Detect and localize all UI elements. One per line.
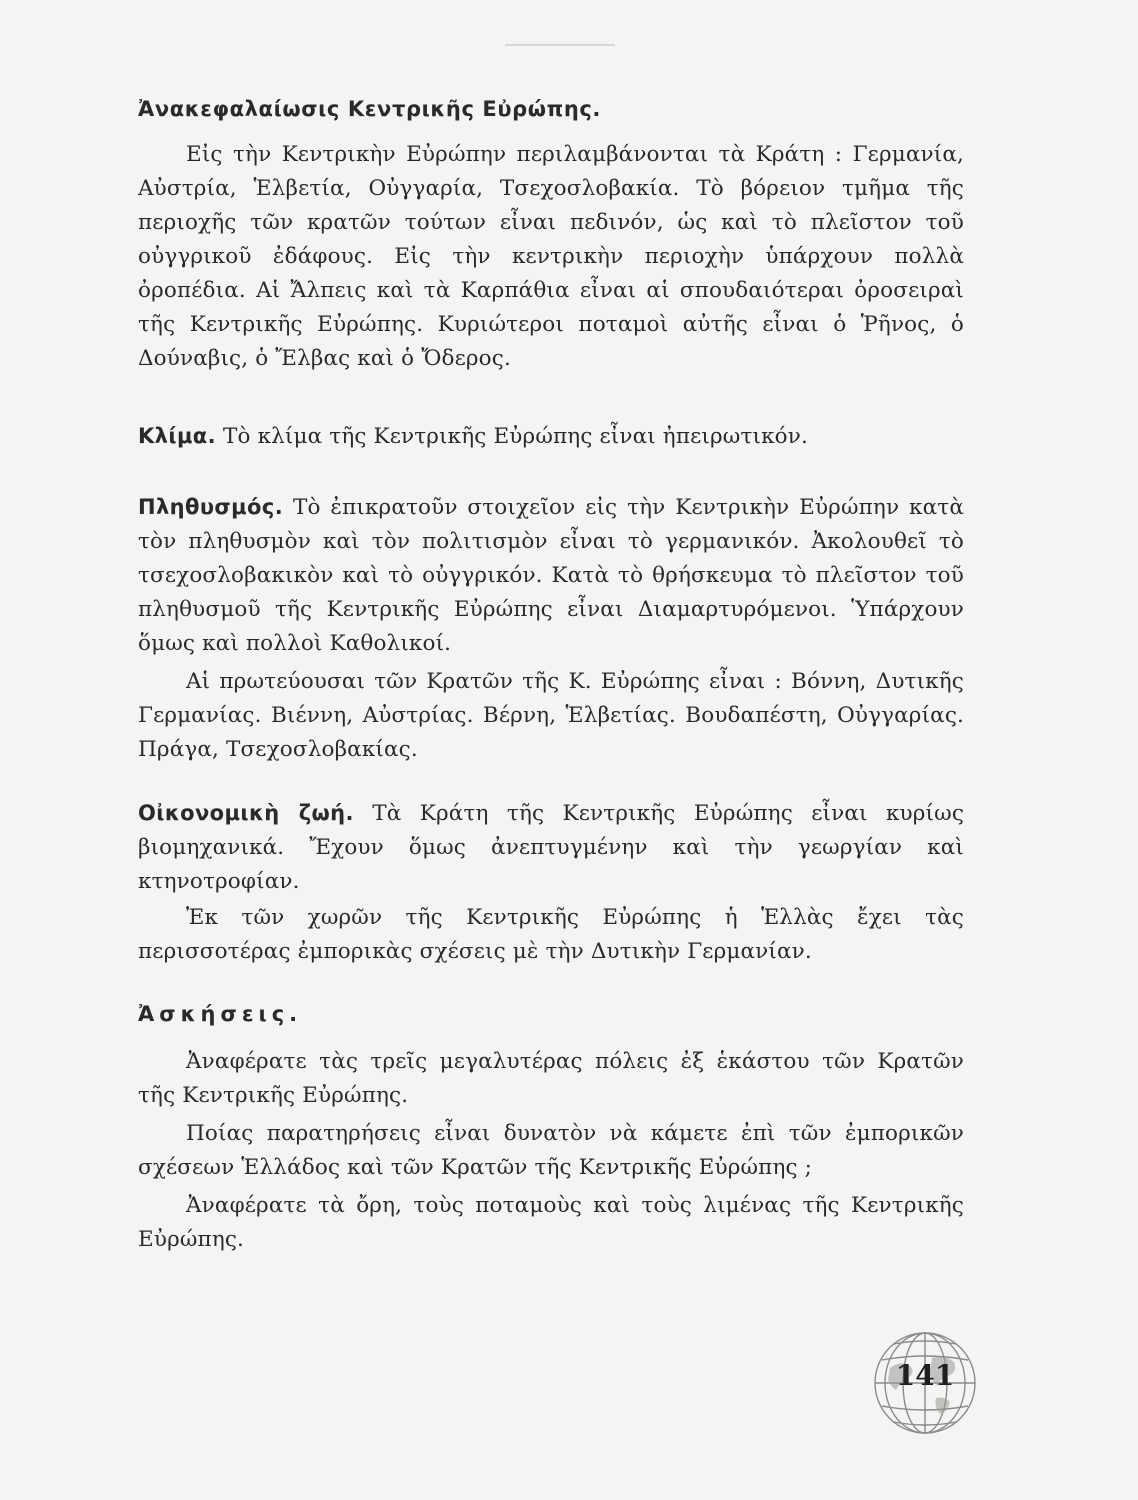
population-text: Τὸ ἐπικρατοῦν στοιχεῖον εἰς τὴν Κεντρικὴν Εὐρώπην κατὰ τὸν πληθυσμὸν καὶ τὸν πολιτισμὸν εἶναι τὸ γερμανικόν. Ἀκολουθεῖ τὸ τσεχοσλοβακικὸν καὶ τὸ οὐγγρικόν. Κατὰ τὸ θρήσκευμα τὸ πλεῖστον τοῦ πληθυσμοῦ τῆς Κεντρικῆς Εὐρώπης εἶναι Διαμαρτυρόμενοι. Ὑπάρχουν ὅμως καὶ πολλοὶ Καθολικοί. (138, 495, 964, 656)
exercises-section (138, 997, 964, 1257)
climate-heading: Κλίμα. (138, 424, 217, 448)
scan-mark-line (505, 44, 615, 46)
economy-heading: Οἰκονομικὴ ζωή. (138, 801, 354, 825)
page-number: 141 (895, 1359, 955, 1392)
economy-text: Τὰ Κράτη τῆς Κεντρικῆς Εὐρώπης εἶναι κυρίως βιομηχανικά. Ἔχουν ὅμως ἀνεπτυγμένην καὶ τὴν γεωργίαν καὶ κτηνοτροφίαν. (138, 801, 965, 894)
summary-title: Ἀνακεφαλαίωσις Κεντρικῆς Εὐρώπης. (138, 97, 602, 121)
climate-text: Τὸ κλίμα τῆς Κεντρικῆς Εὐρώπης εἶναι ἠπειρωτικόν. (223, 424, 808, 449)
economy-paragraph (138, 796, 964, 899)
economy-section (138, 796, 964, 969)
population-paragraph (138, 490, 964, 661)
climate-paragraph (138, 419, 964, 454)
exercise-item: Ποίας παρατηρήσεις εἶναι δυνατὸν νὰ κάμετε ἐπὶ τῶν ἐμπορικῶν σχέσεων Ἑλλάδος καὶ τῶν Κρατῶν τῆς Κεντρικῆς Εὐρώπης ; (138, 1121, 964, 1180)
exercises-title: Ἀσκήσεις. (138, 1002, 303, 1026)
capitals-paragraph: Αἱ πρωτεύουσαι τῶν Κρατῶν τῆς Κ. Εὐρώπης εἶναι : Βόννη, Δυτικῆς Γερμανίας. Βιέννη, Αὐστρίας. Βέρνη, Ἑλβετίας. Βουδαπέστη, Οὐγγαρίας. Πράγα, Τσεχοσλοβακίας. (138, 669, 964, 762)
exercise-item: Ἀναφέρατε τὰς τρεῖς μεγαλυτέρας πόλεις ἐξ ἑκάστου τῶν Κρατῶν τῆς Κεντρικῆς Εὐρώπης. (138, 1049, 964, 1108)
summary-paragraph: Εἰς τὴν Κεντρικὴν Εὐρώπην περιλαμβάνονται τὰ Κράτη : Γερμανία, Αὐστρία, Ἑλβετία, Οὐγγαρία, Τσεχοσλοβακία. Τὸ βόρειον τμῆμα τῆς περιοχῆς τῶν κρατῶν τούτων εἶναι πεδινόν, ὡς καὶ τὸ πλεῖστον τοῦ οὐγγρικοῦ ἐδάφους. Εἰς τὴν κεντρικὴν περιοχὴν ὑπάρχουν πολλὰ ὀροπέδια. Αἱ Ἄλπεις καὶ τὰ Καρπάθια εἶναι αἱ σπουδαιότεραι ὀροσειραὶ τῆς Κεντρικῆς Εὐρώπης. Κυριώτεροι ποταμοὶ αὐτῆς εἶναι ὁ Ῥῆνος, ὁ Δούναβις, ὁ Ἔλβας καὶ ὁ Ὄδερος. (138, 142, 964, 371)
summary-section (138, 92, 964, 376)
exercise-item: Ἀναφέρατε τὰ ὄρη, τοὺς ποταμοὺς καὶ τοὺς λιμένας τῆς Κεντρικῆς Εὐρώπης. (138, 1193, 964, 1252)
trade-paragraph: Ἐκ τῶν χωρῶν τῆς Κεντρικῆς Εὐρώπης ἡ Ἑλλὰς ἔχει τὰς περισσοτέρας ἐμπορικὰς σχέσεις μὲ τὴν Δυτικὴν Γερμανίαν. (138, 905, 964, 964)
population-heading: Πληθυσμός. (138, 495, 284, 519)
population-section (138, 490, 964, 767)
climate-section (138, 419, 964, 454)
